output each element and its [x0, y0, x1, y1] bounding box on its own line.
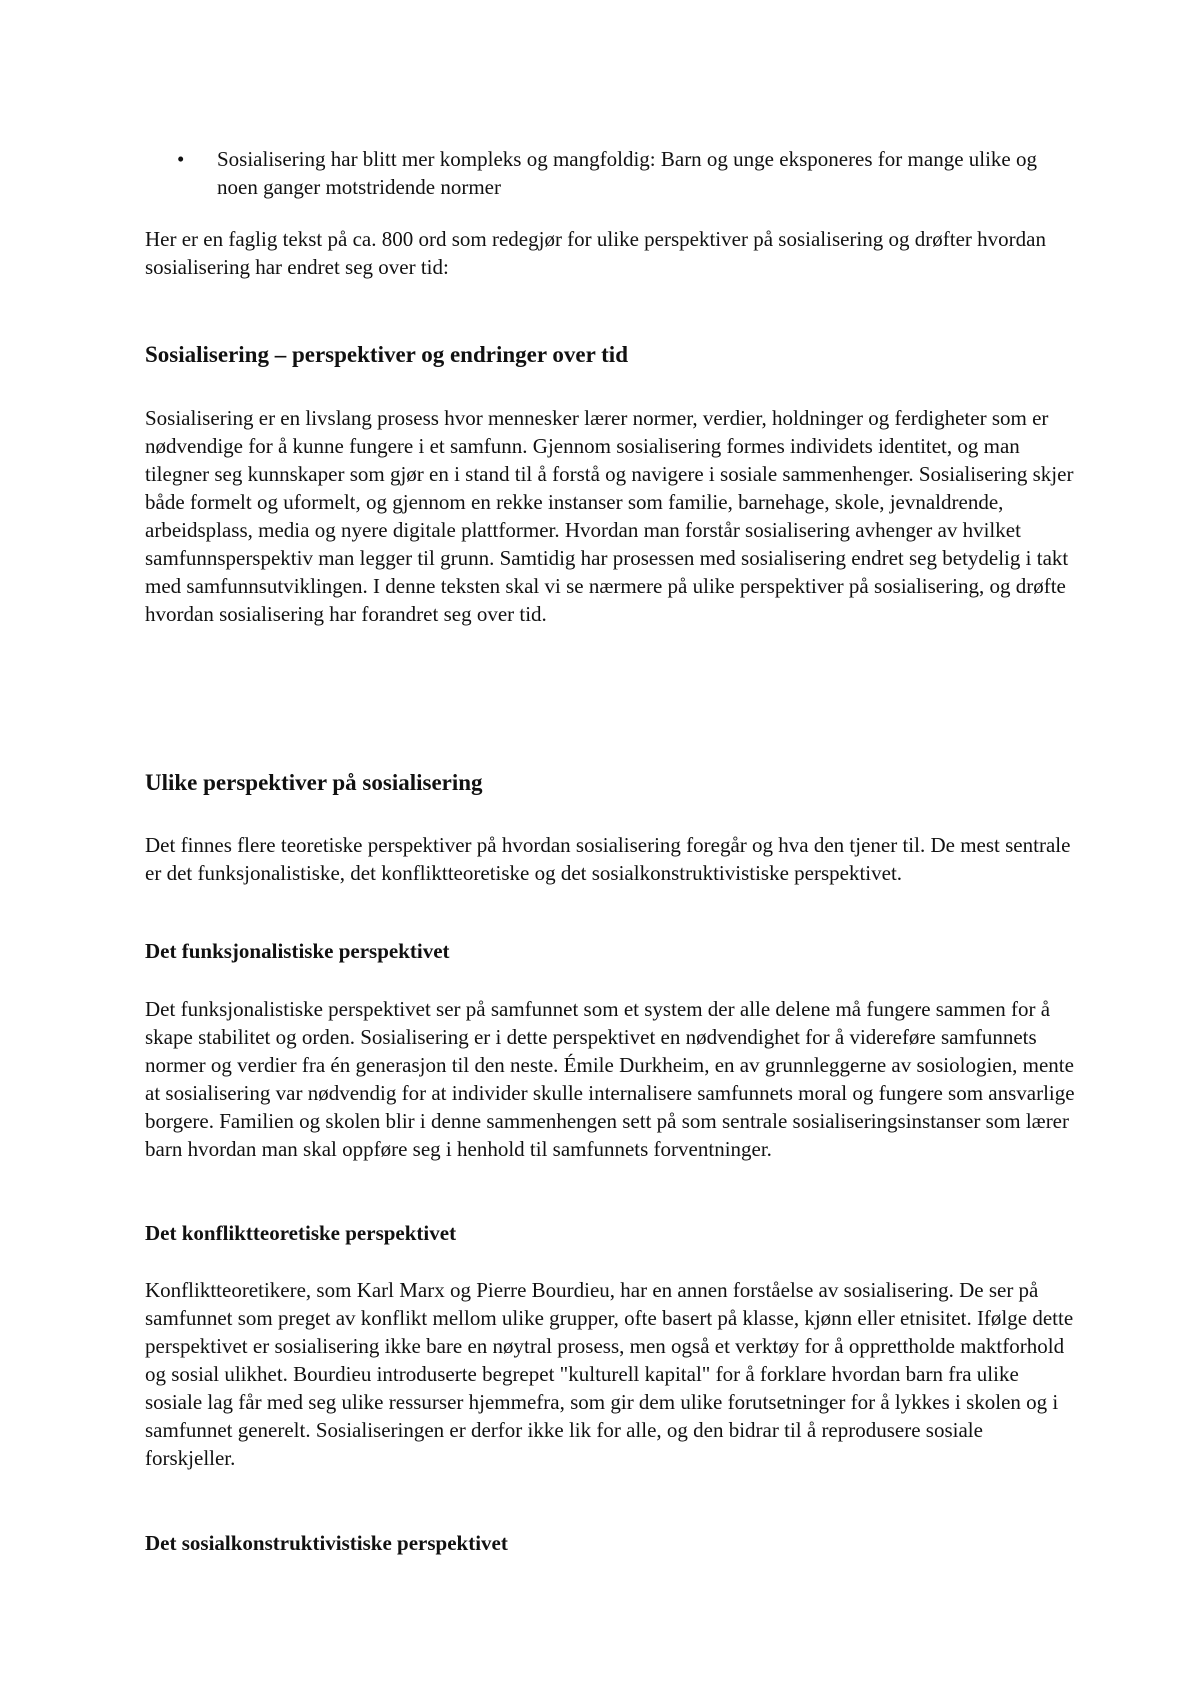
perspectives-heading: Ulike perspektiver på sosialisering	[145, 770, 483, 795]
functionalist-heading: Det funksjonalistiske perspektivet	[145, 939, 450, 963]
perspectives-intro: Det finnes flere teoretiske perspektiver på hvordan sosialisering foregår og hva den tjener til. De mest sentrale er det funksjonalistiske, det konfliktteoretiske og det sosialkonstruktivistiske perspektivet.	[145, 833, 1071, 885]
bullet-text: Sosialisering har blitt mer kompleks og mangfoldig: Barn og unge eksponeres for mange ulike og noen ganger motstridende normer	[217, 147, 1038, 199]
functionalist-paragraph: Det funksjonalistiske perspektivet ser på samfunnet som et system der alle delene må fungere sammen for å skape stabilitet og orden. Sosialisering er i dette perspektivet en nødvendighet for å videreføre samfunnets normer og verdier fra én generasjon til den neste. Émile Durkheim, en av grunnleggerne av sosiologien, mente at sosialisering var nødvendig for at individer skulle internalisere samfunnets moral og fungere som ansvarlige borgere. Familien og skolen blir i denne sammenhengen sett på som sentrale sosialiseringsinstanser som lærer barn hvordan man skal oppføre seg i henhold til samfunnets forventninger.	[145, 997, 1075, 1161]
conflict-paragraph: Konfliktteoretikere, som Karl Marx og Pierre Bourdieu, har en annen forståelse av sosialisering. De ser på samfunnet som preget av konflikt mellom ulike grupper, ofte basert på klasse, kjønn eller etnisitet. Ifølge dette perspektivet er sosialisering ikke bare en nøytral prosess, men også et verktøy for å opprettholde maktforhold og sosial ulikhet. Bourdieu introduserte begrepet "kulturell kapital" for å forklare hvordan barn fra ulike sosiale lag får med seg ulike ressurser hjemmefra, som gir dem ulike forutsetninger for å lykkes i skolen og i samfunnet generelt. Sosialiseringen er derfor ikke lik for alle, og den bidrar til å reprodusere sosiale forskjeller.	[145, 1278, 1074, 1470]
intro-paragraph: Her er en faglig tekst på ca. 800 ord som redegjør for ulike perspektiver på sosialisering og drøfter hvordan sosialisering har endret seg over tid:	[145, 227, 1046, 279]
main-paragraph: Sosialisering er en livslang prosess hvor mennesker lærer normer, verdier, holdninger og ferdigheter som er nødvendige for å kunne fungere i et samfunn. Gjennom sosialisering formes individets identitet, og man tilegner seg kunnskaper som gjør en i stand til å forstå og navigere i sosiale sammenhenger. Sosialisering skjer både formelt og uformelt, og gjennom en rekke instanser som familie, barnehage, skole, jevnaldrende, arbeidsplass, media og nyere digitale plattformer. Hvordan man forstår sosialisering avhenger av hvilket samfunnsperspektiv man legger til grunn. Samtidig har prosessen med sosialisering endret seg betydelig i takt med samfunnsutviklingen. I denne teksten skal vi se nærmere på ulike perspektiver på sosialisering, og drøfte hvordan sosialisering har forandret seg over tid.	[145, 406, 1074, 626]
conflict-heading: Det konfliktteoretiske perspektivet	[145, 1221, 457, 1245]
list-item	[177, 145, 1057, 201]
bullet-list	[177, 145, 1057, 201]
bullet-marker: •	[177, 147, 185, 171]
social-constructivist-heading: Det sosialkonstruktivistiske perspektivet	[145, 1531, 508, 1555]
main-heading: Sosialisering – perspektiver og endringer over tid	[145, 342, 628, 367]
